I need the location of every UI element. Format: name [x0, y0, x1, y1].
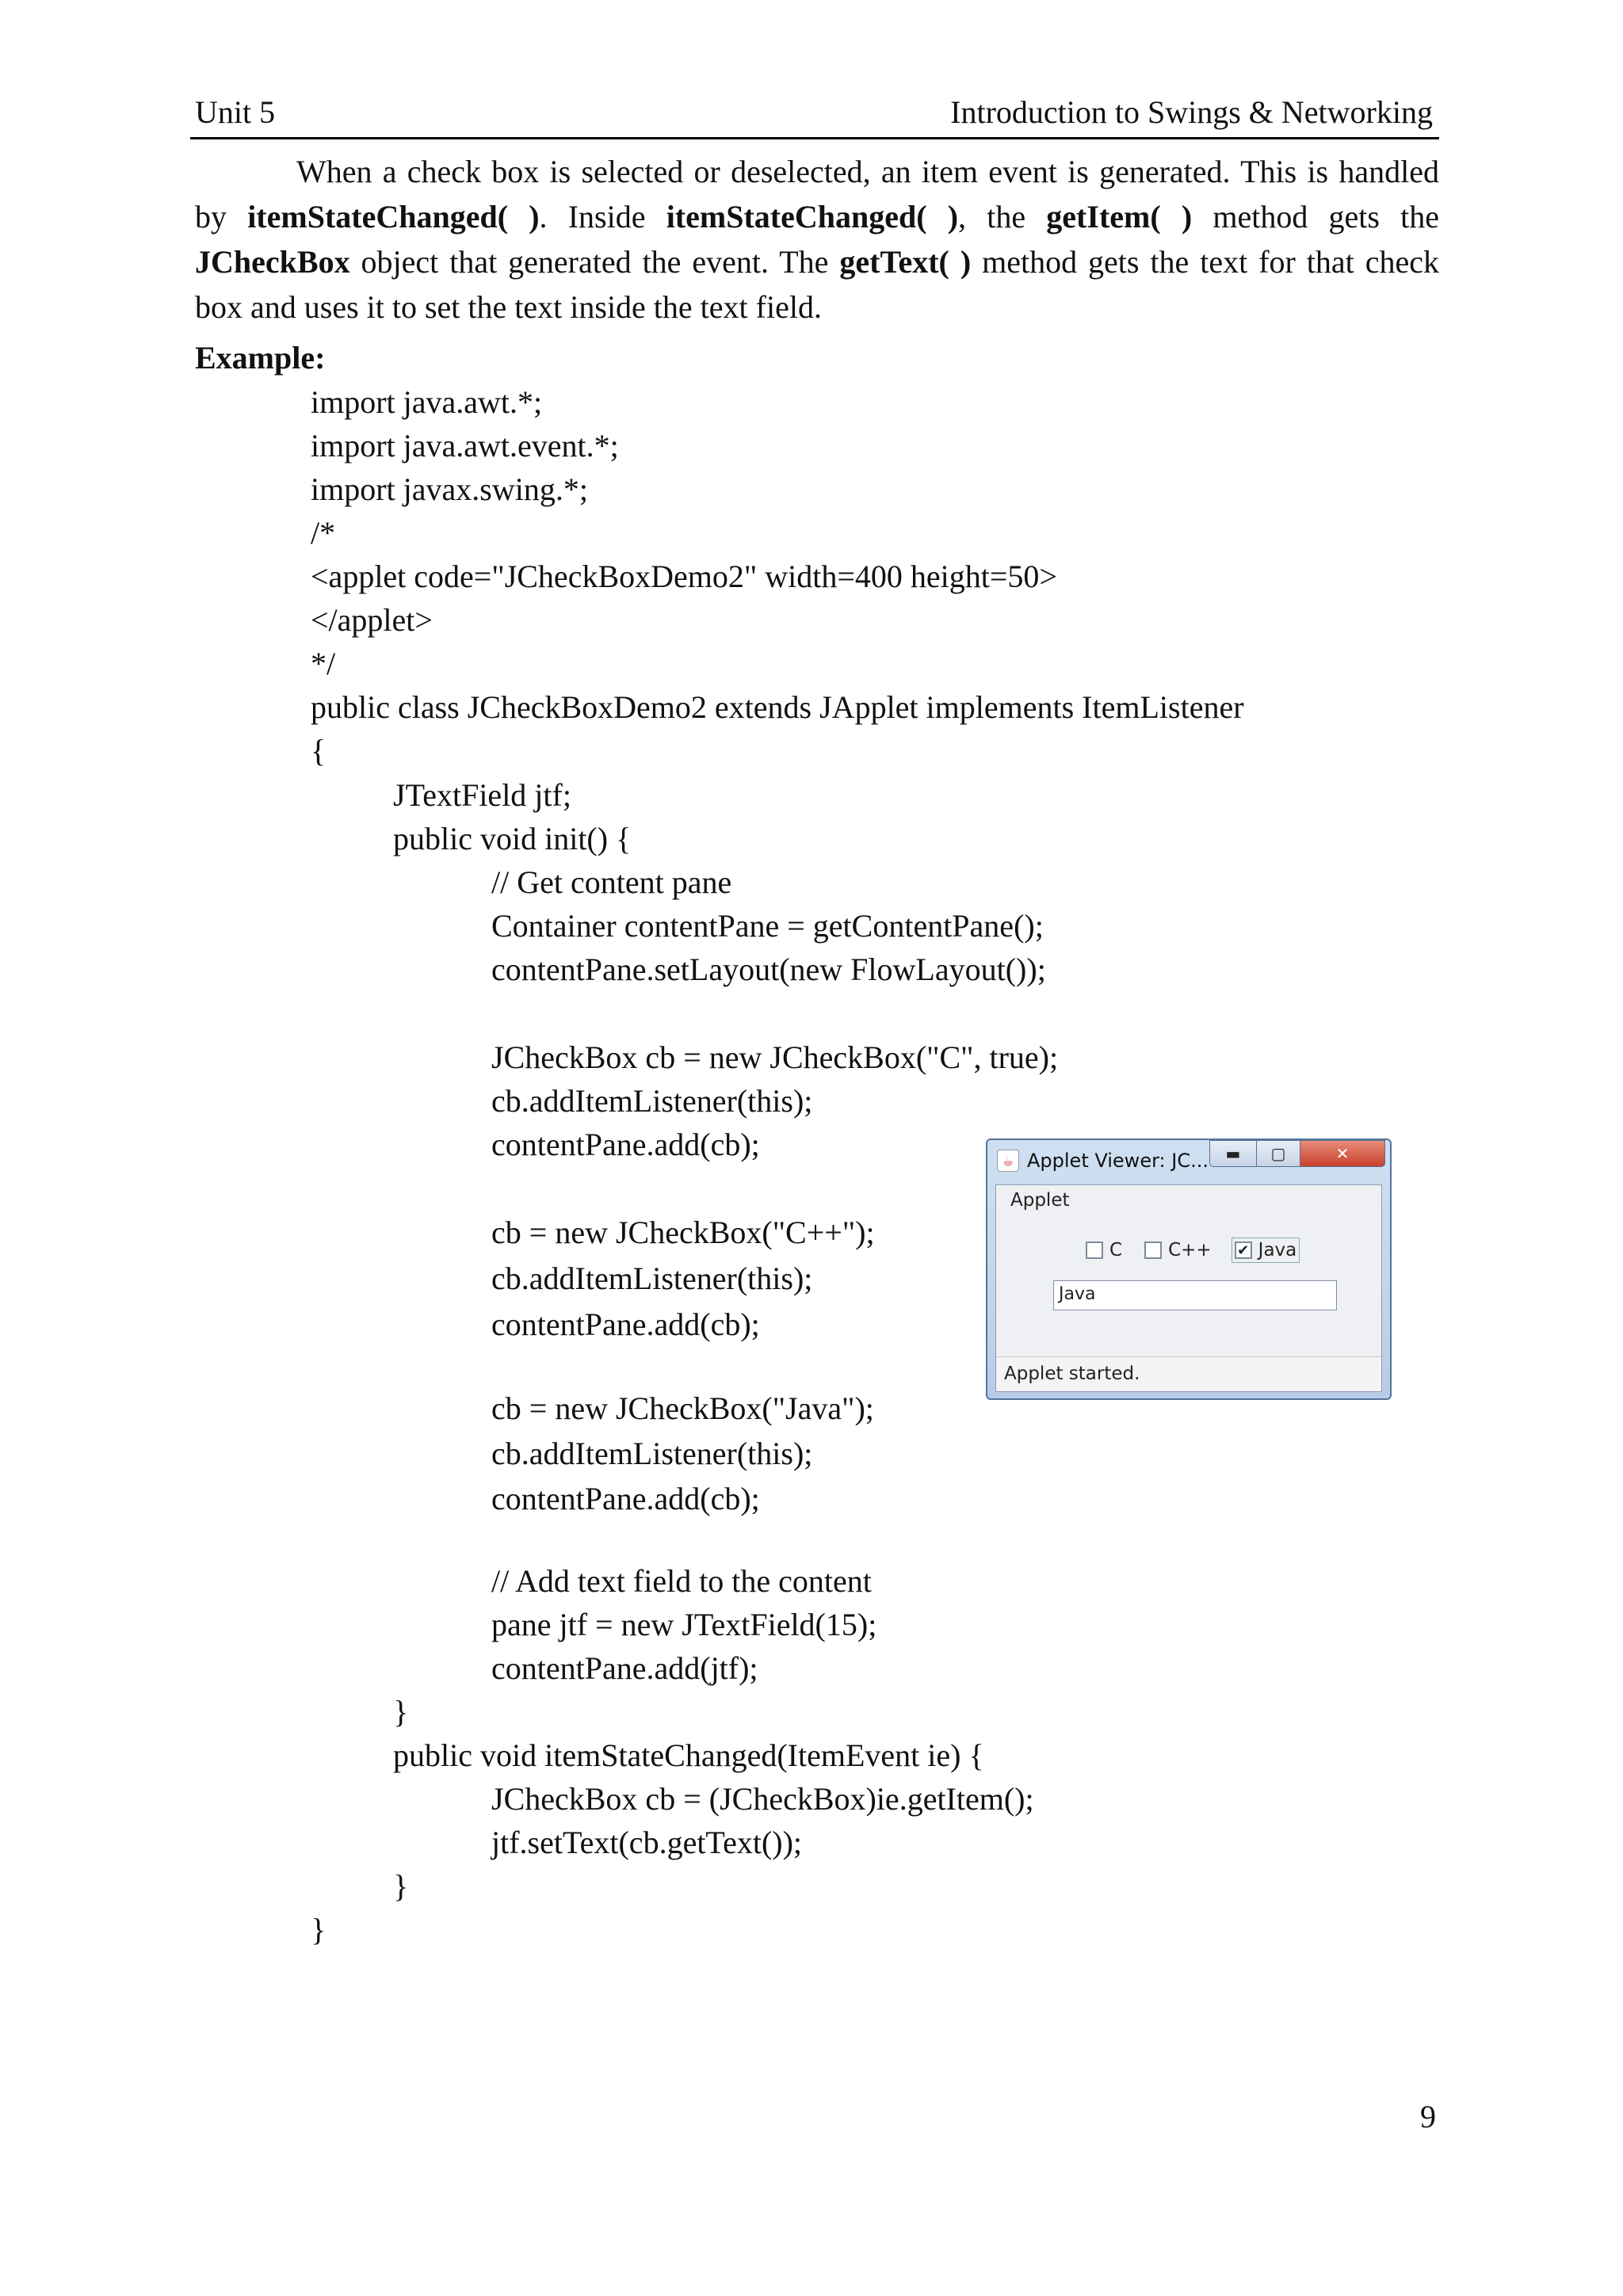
running-header-unit: Unit 5	[195, 94, 276, 130]
close-button[interactable]: ✕	[1300, 1140, 1385, 1167]
code-line: </applet>	[311, 602, 433, 638]
code-line: }	[393, 1868, 409, 1904]
code-line: {	[311, 733, 327, 769]
code-line: import java.awt.event.*;	[311, 428, 619, 463]
code-line: cb.addItemListener(this);	[491, 1436, 813, 1471]
header-rule	[190, 137, 1439, 139]
window-titlebar[interactable]	[997, 1145, 1209, 1177]
intro-paragraph: When a check box is selected or deselected, an item event is generated. This is handled by itemStateChanged( ). Inside itemStateChanged( ), the getItem( ) method gets the JCheckBox object that generated the event. The getText( ) method gets the text for that check box and uses it to set the text inside the text field.	[195, 154, 1440, 325]
code-line: public void init() {	[393, 821, 632, 856]
checkbox-cpp[interactable]	[1142, 1238, 1214, 1262]
minimize-button[interactable]: ▬	[1209, 1140, 1257, 1167]
java-cup-icon: ☕	[997, 1150, 1019, 1172]
checkbox-java[interactable]	[1232, 1238, 1300, 1263]
code-line: pane jtf = new JTextField(15);	[491, 1607, 877, 1642]
applet-viewer-window	[986, 1138, 1392, 1400]
running-header-title: Introduction to Swings & Networking	[950, 94, 1433, 130]
checkbox-c[interactable]	[1083, 1238, 1125, 1262]
code-line: contentPane.add(cb);	[491, 1481, 760, 1516]
code-line: cb.addItemListener(this);	[491, 1261, 813, 1296]
window-title: Applet Viewer: JC...	[1027, 1150, 1209, 1172]
code-line: }	[393, 1694, 409, 1730]
code-line: cb = new JCheckBox("Java");	[491, 1390, 874, 1426]
example-heading: Example:	[195, 340, 326, 376]
code-line: public class JCheckBoxDemo2 extends JApplet implements ItemListener	[311, 689, 1244, 725]
checkbox-label: C++	[1168, 1240, 1212, 1261]
code-line: contentPane.add(cb);	[491, 1306, 760, 1342]
checkbox-label: C	[1109, 1240, 1123, 1261]
code-line: // Get content pane	[491, 864, 732, 900]
code-line: cb.addItemListener(this);	[491, 1083, 813, 1119]
code-line: cb = new JCheckBox("C++");	[491, 1215, 875, 1250]
checkbox-row	[1083, 1238, 1317, 1263]
checkbox-label: Java	[1258, 1240, 1297, 1261]
code-line: JCheckBox cb = (JCheckBox)ie.getItem();	[491, 1781, 1034, 1817]
text-field[interactable]: Java	[1053, 1280, 1337, 1310]
code-line: }	[311, 1912, 327, 1947]
maximize-button[interactable]: ▢	[1256, 1140, 1300, 1167]
code-line: JTextField jtf;	[393, 777, 571, 813]
page-number: 9	[1420, 2099, 1436, 2134]
checkbox-box[interactable]	[1144, 1241, 1162, 1259]
code-line: contentPane.setLayout(new FlowLayout());	[491, 952, 1046, 987]
applet-content-area	[995, 1184, 1382, 1392]
code-line: */	[311, 646, 336, 681]
applet-menu[interactable]: Applet	[1010, 1190, 1070, 1211]
code-line: import javax.swing.*;	[311, 471, 588, 507]
checkmark-icon[interactable]: ✔	[1235, 1241, 1252, 1259]
code-line: JCheckBox cb = new JCheckBox("C", true);	[491, 1039, 1059, 1075]
code-line: contentPane.add(jtf);	[491, 1650, 758, 1686]
code-line: /*	[311, 515, 336, 551]
code-line: // Add text field to the content	[491, 1563, 872, 1599]
code-line: Container contentPane = getContentPane();	[491, 908, 1044, 944]
checkbox-box[interactable]	[1086, 1241, 1103, 1259]
code-line: import java.awt.*;	[311, 384, 543, 420]
status-bar: Applet started.	[996, 1356, 1381, 1391]
code-line: public void itemStateChanged(ItemEvent ie) {	[393, 1737, 984, 1773]
code-line: contentPane.add(cb);	[491, 1127, 760, 1162]
code-line: <applet code="JCheckBoxDemo2" width=400 height=50>	[311, 559, 1057, 594]
code-line: jtf.setText(cb.getText());	[491, 1825, 803, 1860]
